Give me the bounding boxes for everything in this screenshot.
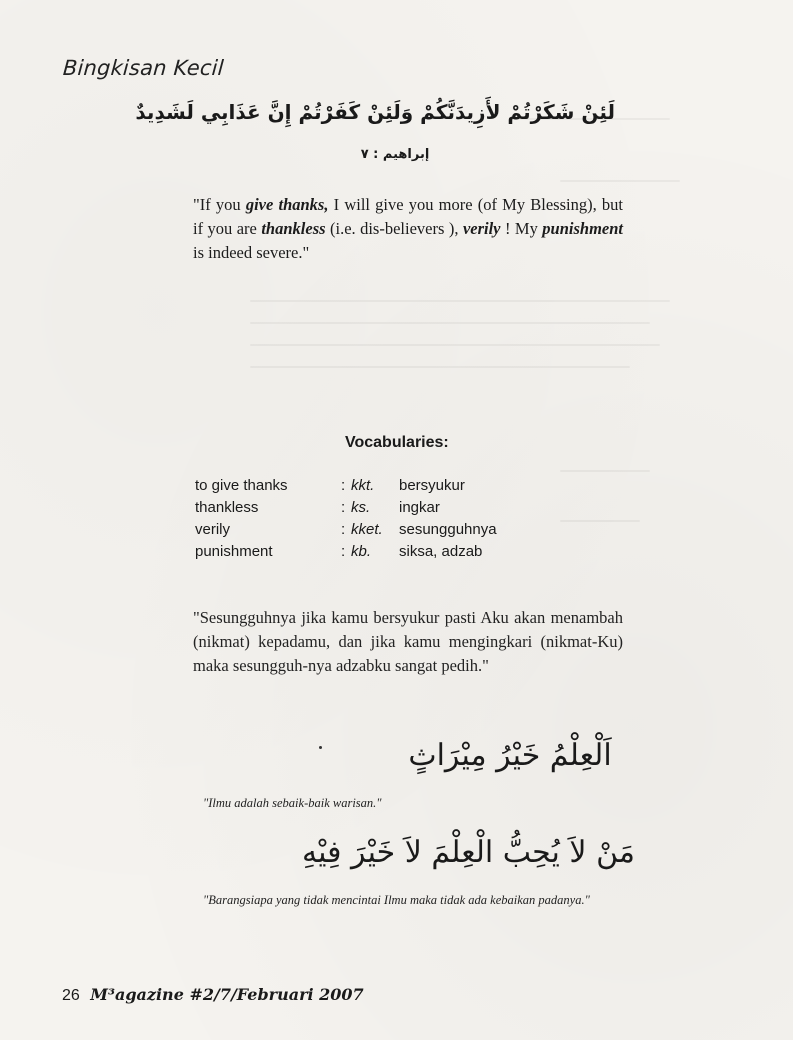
vocabulary-meaning: sesungguhnya [399,521,497,538]
english-translation-text: ! My [500,219,543,238]
verse-arabic: لَئِنْ شَكَرْتُمْ لأَزِيدَنَّكُمْ وَلَئِنْ كَفَرْتُمْ إِنَّ عَذَابِي لَشَدِيدٌ [135,100,615,124]
vocabulary-meaning: ingkar [399,499,440,516]
bleed-through-line [250,322,650,324]
vocabulary-title: Vocabularies: [345,434,449,451]
english-translation [193,193,623,265]
vocabulary-colon: : [341,543,346,560]
vocabulary-meaning: siksa, adzab [399,543,483,560]
vocabulary-row [195,499,497,521]
verse-reference: إبراهيم : ٧ [360,147,430,162]
vocabulary-term: thankless [195,499,259,516]
vocabulary-word-class: ks. [351,499,371,516]
keyword-give-thanks: give thanks, [245,195,329,214]
vocabulary-term: verily [195,521,231,538]
keyword-punishment: punishment [542,219,623,238]
vocabulary-word-class: kkt. [351,477,375,494]
indonesian-translation: "Sesungguhnya jika kamu bersyukur pasti Aku akan menambah (nikmat) kepadamu, dan jika kamu mengingkari (nikmat-Ku) maka sesungguh-nya adzabku sangat pedih." [193,608,623,675]
section-title: Bingkisan Kecil [62,56,225,80]
english-translation-text: (i.e. dis-believers ), [325,219,463,238]
vocabulary-row [195,521,497,543]
keyword-verily: verily [462,219,501,238]
page-footer [62,985,364,1005]
english-translation-text: "If you [193,195,246,214]
keyword-thankless: thankless [261,219,326,238]
hadith-1-arabic-calligraphy: اَلْعِلْمُ خَيْرُ مِيْرَاثٍ [408,738,612,773]
bleed-through-line [560,470,650,472]
hadith-1-translation: "Ilmu adalah sebaik-baik warisan." [203,796,382,810]
vocabulary-term: to give thanks [195,477,288,494]
hadith-2-arabic-calligraphy: مَنْ لاَ يُحِبُّ الْعِلْمَ لاَ خَيْرَ فِيْهِ [302,835,635,870]
magazine-issue: M³agazine #2/7/Februari 2007 [90,985,364,1004]
bleed-through-line [250,366,630,368]
bleed-through-line [560,520,640,522]
vocabulary-table [195,477,497,565]
vocabulary-meaning: bersyukur [399,477,465,494]
vocabulary-term: punishment [195,543,273,560]
vocabulary-word-class: kb. [351,543,372,560]
english-translation-text: is indeed severe." [193,243,310,262]
vocabulary-word-class: kket. [351,521,383,538]
vocabulary-colon: : [341,477,346,494]
english-translation-text: I will give you more (of My Blessing), but if you are [193,195,623,238]
bleed-through-line [250,344,660,346]
vocabulary-row [195,543,497,565]
hadith-2-translation: "Barangsiapa yang tidak mencintai Ilmu maka tidak ada kebaikan padanya." [203,893,590,907]
ink-dot [319,746,322,749]
page-number: 26 [62,987,80,1004]
bleed-through-line [560,180,680,182]
vocabulary-colon: : [341,499,346,516]
vocabulary-colon: : [341,521,346,538]
vocabulary-row [195,477,497,499]
bleed-through-line [250,300,670,302]
